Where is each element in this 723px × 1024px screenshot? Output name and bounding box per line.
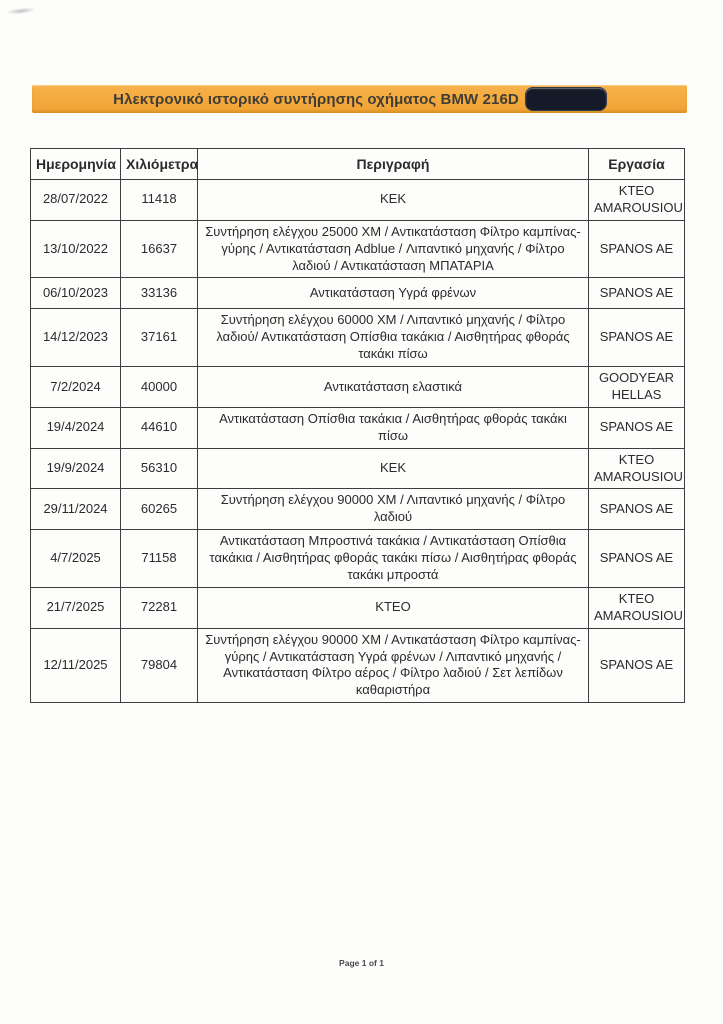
column-header-description: Περιγραφή [198,149,589,180]
cell-description: Αντικατάσταση ελαστικά [198,367,589,408]
cell-kilometers: 16637 [121,220,198,278]
cell-description: Αντικατάσταση Οπίσθια τακάκια / Αισθητήρας φθοράς τακάκι πίσω [198,407,589,448]
table-row [31,489,685,530]
cell-work: SPANOS AE [589,530,685,588]
cell-kilometers: 40000 [121,367,198,408]
cell-work: SPANOS AE [589,628,685,703]
cell-date: 28/07/2022 [31,180,121,221]
cell-date: 7/2/2024 [31,367,121,408]
cell-description: Αντικατάσταση Μπροστινά τακάκια / Αντικατάσταση Οπίσθια τακάκια / Αισθητήρας φθοράς τακάκι πίσω / Αισθητήρας φθοράς τακάκι μπροστά [198,530,589,588]
cell-date: 13/10/2022 [31,220,121,278]
table-row [31,220,685,278]
table-row [31,278,685,309]
maintenance-history-table [30,148,685,703]
cell-kilometers: 60265 [121,489,198,530]
cell-work: ΚΤΕΟ AMAROUSIOU [589,180,685,221]
cell-description: ΚΕΚ [198,448,589,489]
redacted-license-plate [526,88,606,110]
table-row [31,367,685,408]
maintenance-table-body [31,180,685,703]
cell-description: Συντήρηση ελέγχου 90000 ΧΜ / Λιπαντικό μηχανής / Φίλτρο λαδιού [198,489,589,530]
cell-date: 21/7/2025 [31,587,121,628]
cell-work: SPANOS AE [589,309,685,367]
cell-kilometers: 33136 [121,278,198,309]
cell-description: Συντήρηση ελέγχου 25000 ΧΜ / Αντικατάσταση Φίλτρο καμπίνας-γύρης / Αντικατάσταση Adblue / Λιπαντικό μηχανής / Φίλτρο λαδιού / Αντικατάσταση ΜΠΑΤΑΡΙΑ [198,220,589,278]
document-title: Ηλεκτρονικό ιστορικό συντήρησης οχήματος BMW 216D [113,90,519,108]
table-row [31,180,685,221]
table-row [31,530,685,588]
cell-description: Αντικατάσταση Υγρά φρένων [198,278,589,309]
cell-work: ΚΤΕΟ AMAROUSIOU [589,587,685,628]
cell-work: SPANOS AE [589,489,685,530]
cell-kilometers: 71158 [121,530,198,588]
table-row [31,407,685,448]
cell-date: 19/4/2024 [31,407,121,448]
cell-kilometers: 44610 [121,407,198,448]
page-number-label: Page 1 of 1 [339,958,384,968]
cell-work: SPANOS AE [589,407,685,448]
cell-work: ΚΤΕΟ AMAROUSIOU [589,448,685,489]
table-row [31,448,685,489]
cell-date: 29/11/2024 [31,489,121,530]
maintenance-table-header [31,149,685,180]
cell-work: SPANOS AE [589,278,685,309]
table-row [31,587,685,628]
cell-kilometers: 56310 [121,448,198,489]
cell-kilometers: 11418 [121,180,198,221]
cell-description: Συντήρηση ελέγχου 90000 ΧΜ / Αντικατάσταση Φίλτρο καμπίνας-γύρης / Αντικατάσταση Υγρά φρένων / Λιπαντικό μηχανής /Αντικατάσταση Φίλτρο αέρος / Φίλτρο λαδιού / Σετ λεπίδων καθαριστήρα [198,628,589,703]
cell-description: ΚΕΚ [198,180,589,221]
table-row [31,309,685,367]
cell-kilometers: 37161 [121,309,198,367]
cell-kilometers: 79804 [121,628,198,703]
scan-artifact-smudge [6,6,36,15]
cell-date: 4/7/2025 [31,530,121,588]
cell-work: GOODYEAR HELLAS [589,367,685,408]
cell-description: ΚΤΕΟ [198,587,589,628]
header-row [31,149,685,180]
column-header-kilometers: Χιλιόμετρα [121,149,198,180]
cell-date: 14/12/2023 [31,309,121,367]
cell-date: 19/9/2024 [31,448,121,489]
cell-date: 12/11/2025 [31,628,121,703]
cell-work: SPANOS AE [589,220,685,278]
column-header-date: Ημερομηνία [31,149,121,180]
document-title-banner [32,85,687,113]
cell-kilometers: 72281 [121,587,198,628]
column-header-work: Εργασία [589,149,685,180]
table-row [31,628,685,703]
cell-description: Συντήρηση ελέγχου 60000 ΧΜ / Λιπαντικό μηχανής / Φίλτρο λαδιού/ Αντικατάσταση Οπίσθια τακάκια / Αισθητήρας φθοράς τακάκι πίσω [198,309,589,367]
cell-date: 06/10/2023 [31,278,121,309]
